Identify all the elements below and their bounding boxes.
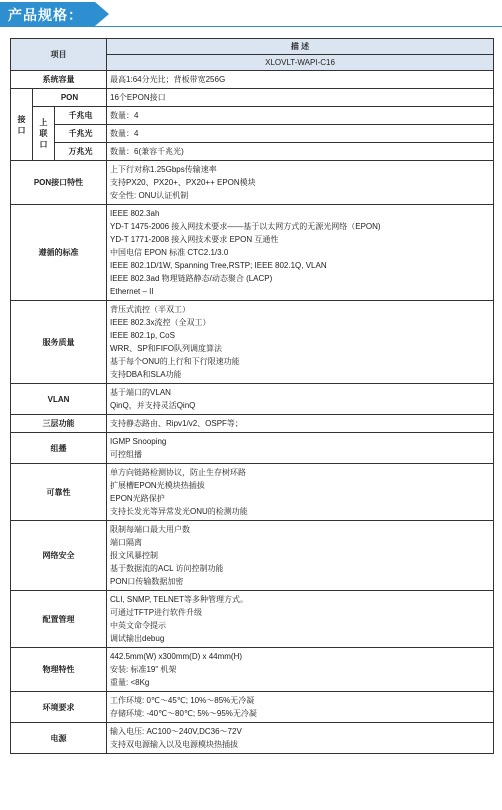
table-row (11, 591, 494, 648)
row-label-management: 配置管理 (11, 591, 107, 648)
row-value-capacity: 最高1:64分光比；背板带宽256G (107, 71, 494, 89)
row-value-standards: IEEE 802.3ah YD-T 1475-2006 接入网技术要求——基于以太网方式的无源光网络（EPON) YD-T 1771-2008 接入网技术要求 EPON 互通性 中国电信 EPON 标准 CTC2.1/3.0 IEEE 802.1D/1W, Spanning Tree,RSTP; IEEE 802.1Q, VLAN IEEE 802.3ad 物理链路静态/动态聚合 (LACP) Ethernet – II (107, 205, 494, 301)
row-value-pon-features: 上下行对称1.25Gbps传输速率 支持PX20、PX20+、PX20++ EPON模块 安全性: ONU认证机制 (107, 161, 494, 205)
table-row (11, 161, 494, 205)
table-row (11, 71, 494, 89)
row-label-ge-copper: 千兆电 (55, 107, 107, 125)
row-label-qos: 服务质量 (11, 301, 107, 384)
row-value-ge-copper: 数量：4 (107, 107, 494, 125)
spec-table (10, 38, 494, 754)
section-header (0, 0, 502, 40)
row-value-l3: 支持静态路由、Ripv1/v2、OSPF等； (107, 415, 494, 433)
model-name: XLOVLT-WAPI-C16 (107, 55, 494, 71)
row-label-vlan: VLAN (11, 384, 107, 415)
table-row (11, 384, 494, 415)
table-row (11, 125, 494, 143)
section-divider (0, 26, 502, 27)
table-row (11, 143, 494, 161)
row-label-10ge-fiber: 万兆光 (55, 143, 107, 161)
header-description: 描 述 (107, 39, 494, 55)
header-item: 项目 (11, 39, 107, 71)
table-row (11, 301, 494, 384)
row-label-security: 网络安全 (11, 521, 107, 591)
row-label-standards: 遵循的标准 (11, 205, 107, 301)
table-row (11, 648, 494, 692)
row-value-physical: 442.5mm(W) x300mm(D) x 44mm(H) 安装: 标准19" 机架 重量: <8Kg (107, 648, 494, 692)
row-label-pon: PON (33, 89, 107, 107)
table-row (11, 521, 494, 591)
row-value-vlan: 基于端口的VLAN QinQ，并支持灵活QinQ (107, 384, 494, 415)
row-value-management: CLI, SNMP, TELNET等多种管理方式。 可通过TFTP进行软件升级 中英文命令提示 调试输出debug (107, 591, 494, 648)
row-label-l3: 三层功能 (11, 415, 107, 433)
row-label-environment: 环境要求 (11, 692, 107, 723)
row-label-multicast: 组播 (11, 433, 107, 464)
table-row (11, 464, 494, 521)
row-value-security: 限制每端口最大用户数 端口隔离 报文风暴控制 基于数据流的ACL 访问控制功能 PON口传输数据加密 (107, 521, 494, 591)
row-value-reliability: 单方向链路检测协议，防止生存树环路 扩展槽EPON光模块热插拔 EPON光路保护 支持长发光等异常发光ONU的检测功能 (107, 464, 494, 521)
table-row (11, 692, 494, 723)
row-label-pon-features: PON接口特性 (11, 161, 107, 205)
row-label-ge-fiber: 千兆光 (55, 125, 107, 143)
row-value-power: 输入电压: AC100～240V,DC36～72V 支持双电源输入以及电源模块热插拔 (107, 723, 494, 754)
table-row (11, 415, 494, 433)
row-label-interface: 接 口 (11, 89, 33, 161)
row-label-physical: 物理特性 (11, 648, 107, 692)
row-value-pon: 16个EPON接口 (107, 89, 494, 107)
table-row (11, 107, 494, 125)
row-label-uplink: 上 联 口 (33, 107, 55, 161)
row-value-10ge-fiber: 数量：6(兼容千兆光) (107, 143, 494, 161)
section-title: 产品规格： (8, 7, 83, 23)
row-value-multicast: IGMP Snooping 可控组播 (107, 433, 494, 464)
table-row (11, 89, 494, 107)
table-row (11, 723, 494, 754)
row-value-qos: 背压式流控（半双工） IEEE 802.3x流控（全双工） IEEE 802.1p, CoS WRR、SP和FIFO队列调度算法 基于每个ONU的上行和下行限速功能 支持DBA和SLA功能 (107, 301, 494, 384)
row-value-environment: 工作环境: 0℃～45℃; 10%～85%无冷凝 存储环境: -40℃～80℃; 5%～95%无冷凝 (107, 692, 494, 723)
row-label-power: 电源 (11, 723, 107, 754)
row-value-ge-fiber: 数量：4 (107, 125, 494, 143)
table-row (11, 205, 494, 301)
table-header-row (11, 39, 494, 55)
row-label-reliability: 可靠性 (11, 464, 107, 521)
table-row (11, 433, 494, 464)
row-label-capacity: 系统容量 (11, 71, 107, 89)
